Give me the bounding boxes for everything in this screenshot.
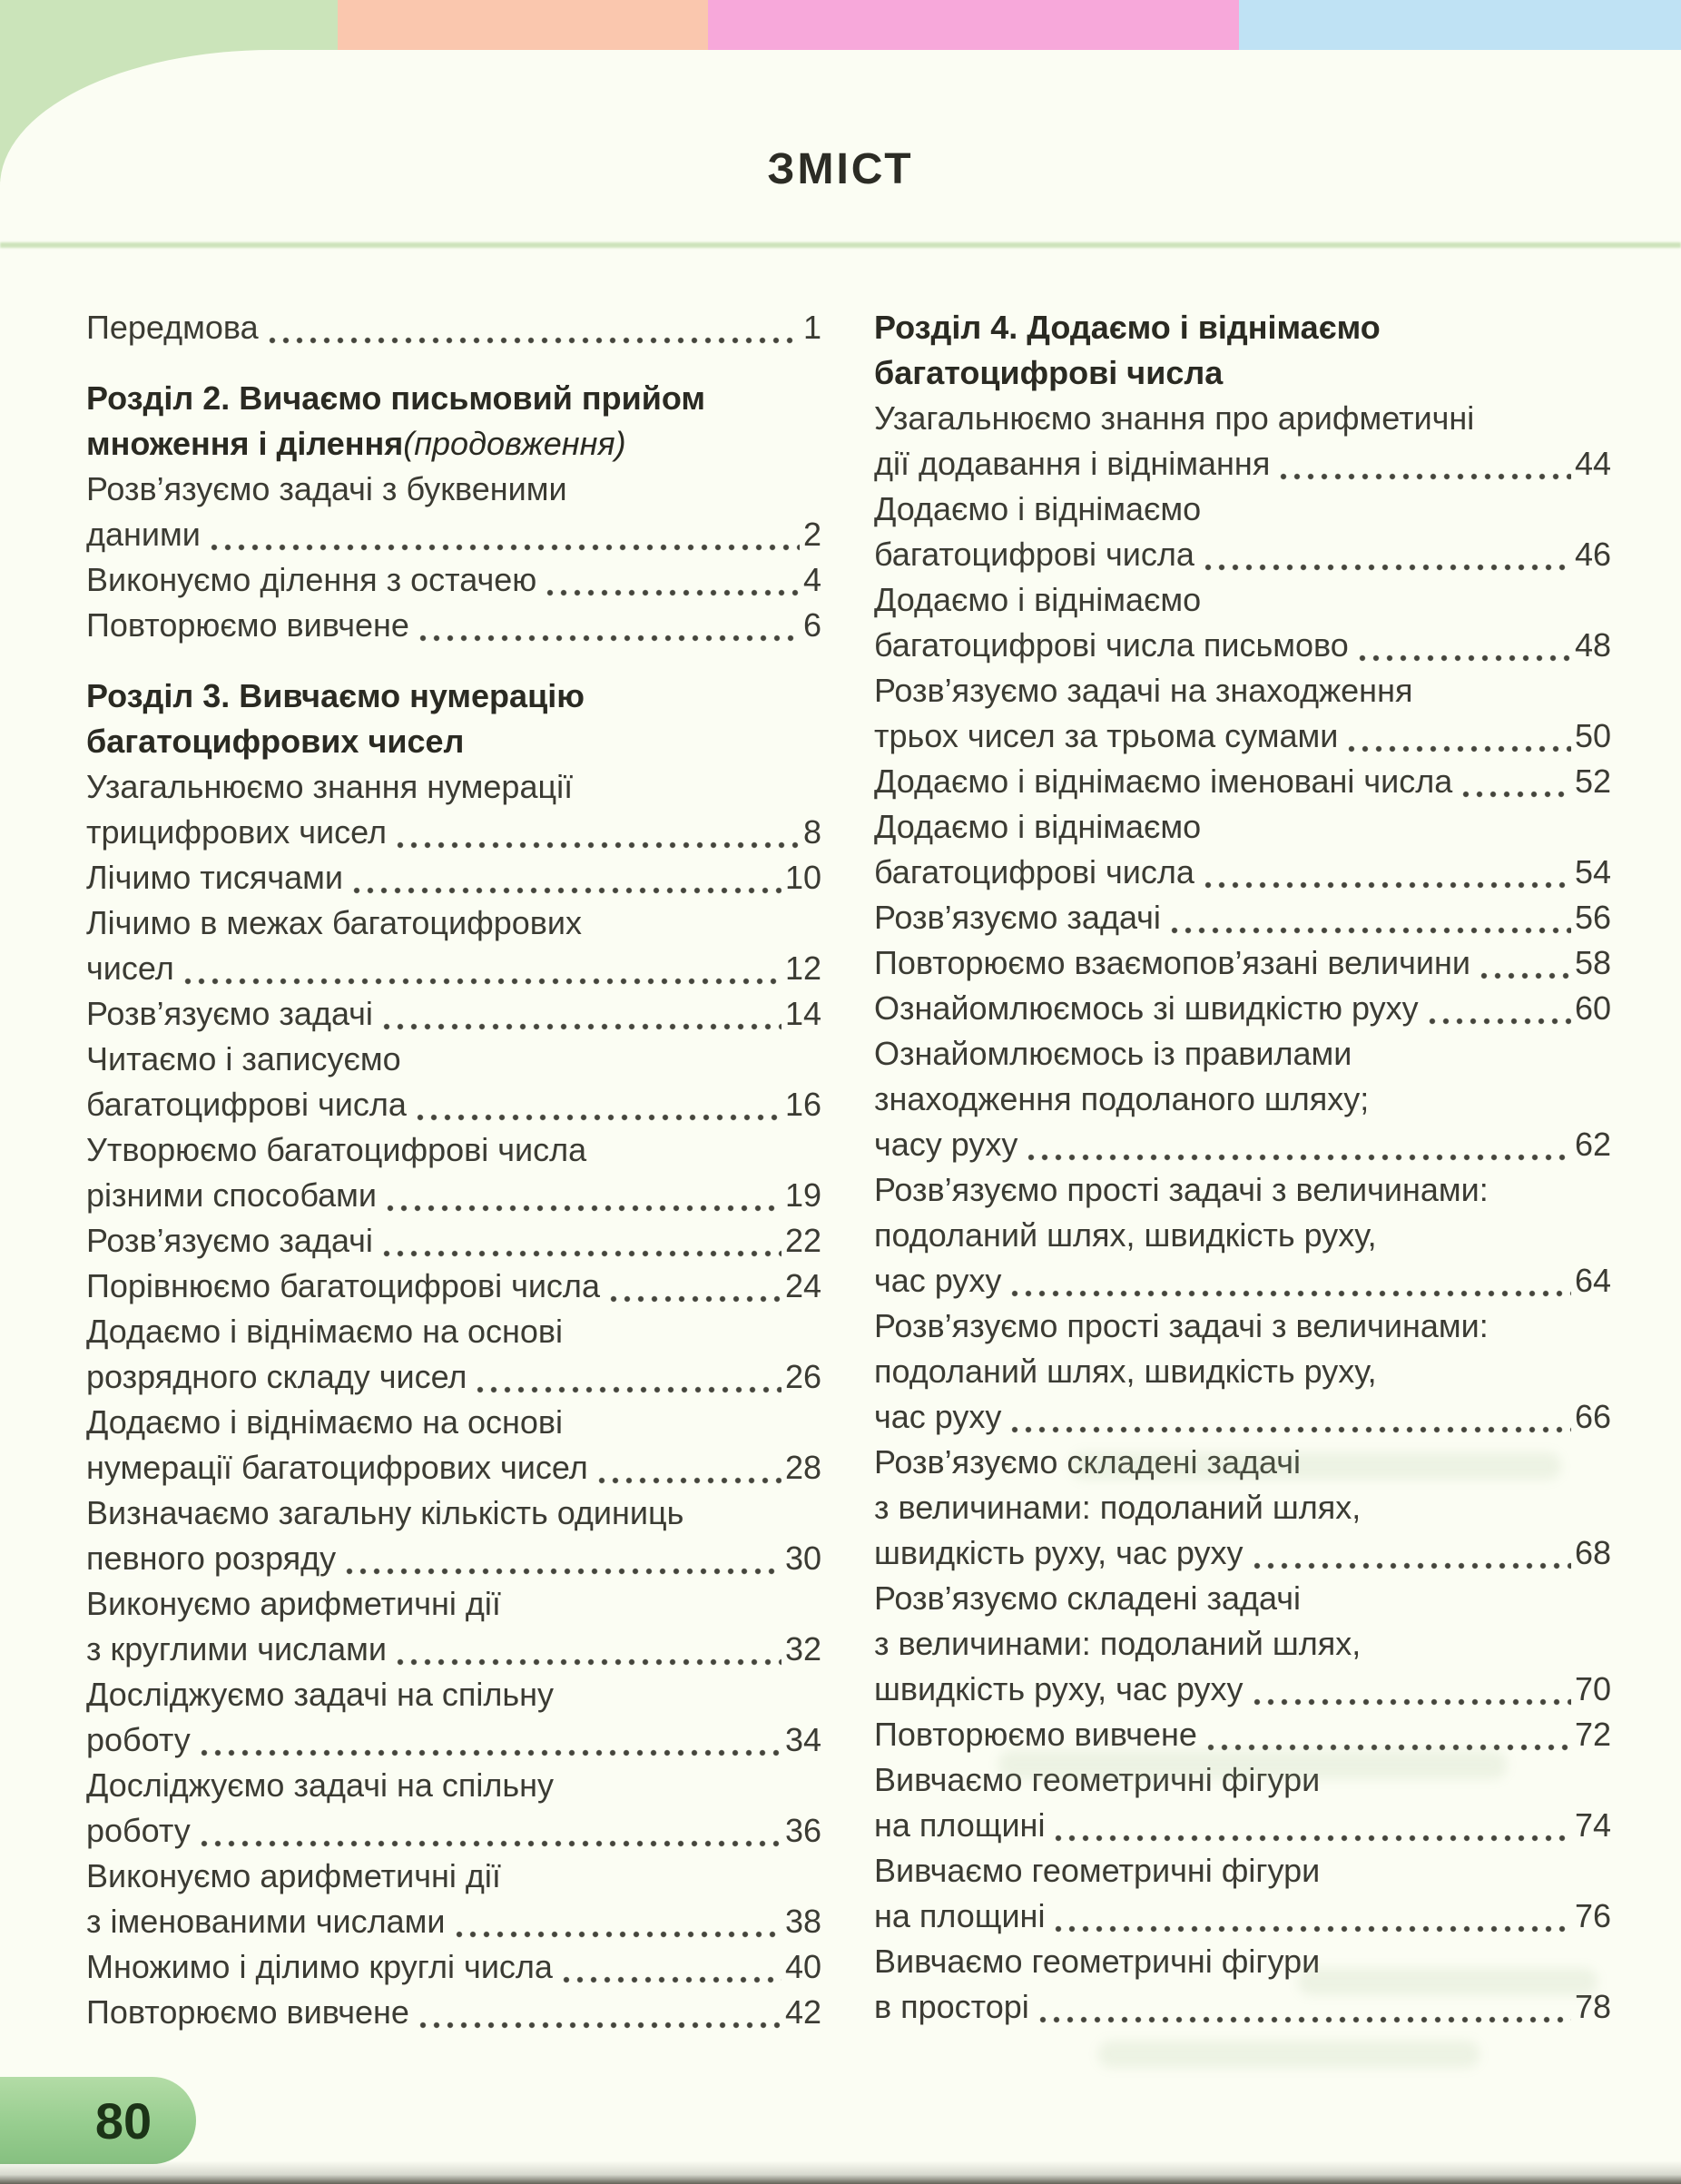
toc-entry: [874, 396, 1611, 487]
toc-line: [874, 1031, 1611, 1077]
toc-line-text: дії додавання і віднімання: [874, 445, 1271, 482]
toc-line: [86, 900, 821, 946]
toc-line-text: трицифрових чисел: [86, 813, 387, 851]
toc-line-text: Повторюємо взаємопов’язані величини: [874, 944, 1470, 981]
toc-page-number: 76: [1574, 1897, 1611, 1934]
dot-leader: [474, 1354, 782, 1400]
dot-leader: [1202, 532, 1571, 577]
toc-page-number: 22: [784, 1222, 821, 1259]
toc-page-number: 24: [784, 1267, 821, 1304]
toc-line: [86, 719, 821, 764]
toc-entry: [874, 895, 1611, 940]
dot-leader: [1008, 1258, 1571, 1304]
toc-line: [874, 986, 1611, 1031]
toc-line: [86, 1264, 821, 1309]
toc-line-text: Додаємо і віднімаємо на основі: [86, 1403, 564, 1441]
toc-entry: [86, 1037, 821, 1127]
dot-leader: [350, 855, 782, 900]
toc-line-text: певного розряду: [86, 1540, 337, 1577]
toc-line: [874, 1485, 1611, 1530]
toc-page-number: 8: [802, 813, 821, 851]
toc-entry: [86, 1944, 821, 1990]
toc-line: [86, 1627, 821, 1672]
scan-bottom-edge: [0, 2160, 1681, 2184]
toc-line-text: Розв’язуємо складені задачі: [874, 1443, 1302, 1481]
toc-line: [874, 1576, 1611, 1621]
toc-entry: [874, 1167, 1611, 1304]
toc-line-text: багатоцифрові числа: [874, 536, 1194, 573]
toc-line-text: Розв’язуємо прості задачі з величинами:: [874, 1307, 1489, 1344]
toc-line-text: Розділ 3. Вивчаємо нумерацію: [86, 677, 585, 714]
toc-line-text: Ознайомлюємось зі швидкістю руху: [874, 989, 1419, 1027]
toc-line-text: багатоцифрові числа: [874, 354, 1224, 391]
toc-line-text: Досліджуємо задачі на спільну: [86, 1766, 555, 1804]
toc-line: [86, 1218, 821, 1264]
dot-leader: [595, 1445, 782, 1490]
toc-entry: [874, 577, 1611, 668]
toc-page-number: 1: [802, 309, 821, 346]
toc-line: [86, 1672, 821, 1717]
toc-entry: [86, 764, 821, 855]
toc-entry: [874, 1031, 1611, 1167]
toc-line-text: знаходження подоланого шляху;: [874, 1080, 1370, 1117]
toc-page-number: 46: [1574, 536, 1611, 573]
toc-line-text: багатоцифрові числа письмово: [874, 626, 1349, 664]
toc-line-text: Розв’язуємо задачі з буквеними: [86, 470, 567, 507]
dot-leader: [453, 1899, 782, 1944]
toc-page-number: 74: [1574, 1806, 1611, 1844]
bleed-through-ghost: [1298, 1968, 1597, 1995]
bleed-through-ghost: [1098, 2041, 1479, 2068]
dot-leader: [1251, 1530, 1571, 1576]
toc-entry: [86, 1127, 821, 1218]
toc-line: [874, 487, 1611, 532]
toc-line: [86, 467, 821, 512]
dot-leader: [1025, 1122, 1571, 1167]
toc-line-text: Розв’язуємо задачі: [874, 899, 1161, 936]
dot-leader: [1008, 1394, 1571, 1440]
toc-line-text: на площині: [874, 1897, 1046, 1934]
toc-line-text: чисел: [86, 949, 174, 987]
toc-line: [86, 1400, 821, 1445]
toc-line-text: багатоцифрових чисел: [86, 723, 465, 760]
toc-line-text: багатоцифрові числа: [874, 853, 1194, 890]
toc-line: [86, 1854, 821, 1899]
dot-leader: [1052, 1894, 1571, 1939]
toc-line: [874, 1077, 1611, 1122]
toc-line: [86, 946, 821, 991]
toc-line: [874, 577, 1611, 623]
toc-line-text: трьох чисел за трьома сумами: [874, 717, 1339, 754]
toc-entry: [86, 900, 821, 991]
toc-page-number: 66: [1574, 1398, 1611, 1435]
toc-line-text: роботу: [86, 1721, 191, 1758]
toc-entry: [874, 1848, 1611, 1939]
dot-leader: [1426, 986, 1571, 1031]
toc-entry: [874, 940, 1611, 986]
toc-entry: [874, 804, 1611, 895]
toc-line-text: нумерації багатоцифрових чисел: [86, 1449, 588, 1486]
dot-leader: [208, 512, 800, 557]
dot-leader: [560, 1944, 782, 1990]
toc-line: [86, 1490, 821, 1536]
dot-leader: [198, 1808, 782, 1854]
toc-column-left: [86, 305, 821, 2035]
toc-page-number: 50: [1574, 717, 1611, 754]
toc-line: [86, 557, 821, 603]
toc-line-text: Ознайомлюємось із правилами: [874, 1035, 1352, 1072]
toc-line-text: з величинами: подоланий шлях,: [874, 1625, 1362, 1662]
toc-line-text: Досліджуємо задачі на спільну: [86, 1676, 555, 1713]
dot-leader: [1356, 623, 1571, 668]
toc-line-text: Повторюємо вивчене: [86, 606, 409, 644]
toc-entry: [874, 986, 1611, 1031]
toc-line-text: даними: [86, 516, 201, 553]
page-title: ЗМІСТ: [767, 145, 914, 193]
dot-leader: [384, 1173, 782, 1218]
toc-entry: [86, 1672, 821, 1763]
toc-entry: [86, 1763, 821, 1854]
toc-line: [86, 991, 821, 1037]
toc-line-text: Повторюємо вивчене: [874, 1716, 1197, 1753]
toc-line: [86, 1899, 821, 1944]
page-number: 80: [94, 2091, 152, 2150]
toc-page-number: 68: [1574, 1534, 1611, 1571]
toc-line-text: на площині: [874, 1806, 1046, 1844]
toc-line-text: Лічимо тисячами: [86, 859, 343, 896]
toc-line: [86, 674, 821, 719]
dot-leader: [380, 991, 782, 1037]
toc-line: [874, 1349, 1611, 1394]
toc-line: [874, 759, 1611, 804]
toc-line-text: Розв’язуємо задачі: [86, 995, 373, 1032]
toc-line: [86, 603, 821, 648]
toc-page-number: 40: [784, 1948, 821, 1985]
toc-entry: [86, 991, 821, 1037]
toc-line: [874, 804, 1611, 850]
toc-page-number: 54: [1574, 853, 1611, 890]
toc-entry: [86, 1309, 821, 1400]
toc-page-number: 62: [1574, 1126, 1611, 1163]
toc-line: [874, 1667, 1611, 1712]
toc-line-text: Читаємо і записуємо: [86, 1040, 401, 1077]
toc-line-text: Повторюємо вивчене: [86, 1993, 409, 2031]
toc-entry: [86, 855, 821, 900]
toc-line-text: Додаємо і віднімаємо: [874, 581, 1202, 618]
toc-line-text: багатоцифрові числа: [86, 1086, 407, 1123]
toc-page-number: 10: [784, 859, 821, 896]
toc-line: [86, 810, 821, 855]
toc-line: [86, 1763, 821, 1808]
toc-line-text: роботу: [86, 1812, 191, 1849]
toc-line-text: множення і ділення: [86, 425, 404, 462]
toc-entry: [86, 1400, 821, 1490]
dot-leader: [394, 810, 800, 855]
dot-leader: [417, 1990, 782, 2035]
toc-line: [874, 305, 1611, 350]
toc-line-text: час руху: [874, 1262, 1002, 1299]
toc-line-text: час руху: [874, 1398, 1002, 1435]
toc-line: [874, 532, 1611, 577]
dot-leader: [1251, 1667, 1571, 1712]
toc-line: [86, 376, 821, 421]
dot-leader: [343, 1536, 782, 1581]
toc-line: [874, 668, 1611, 713]
toc-line-text: з круглими числами: [86, 1630, 387, 1668]
toc-line: [874, 1894, 1611, 1939]
toc-line-text: Додаємо і віднімаємо іменовані числа: [874, 762, 1453, 800]
toc-line: [874, 1213, 1611, 1258]
dot-leader: [266, 305, 800, 350]
dot-leader: [182, 946, 782, 991]
toc-line: [874, 623, 1611, 668]
toc-line-text: Порівнюємо багатоцифрові числа: [86, 1267, 600, 1304]
toc-page-number: 42: [784, 1993, 821, 2031]
toc-line: [86, 1445, 821, 1490]
toc-line-text: Розв’язуємо задачі на знаходження: [874, 672, 1413, 709]
toc-entry: [86, 1218, 821, 1264]
dot-leader: [1202, 850, 1571, 895]
toc-page-number: 78: [1574, 1988, 1611, 2025]
toc-line-text: часу руху: [874, 1126, 1018, 1163]
dot-leader: [1052, 1803, 1571, 1848]
toc-page-number: 56: [1574, 899, 1611, 936]
toc-page-number: 44: [1574, 445, 1611, 482]
toc-line: [874, 1621, 1611, 1667]
toc-line-text: швидкість руху, час руху: [874, 1670, 1244, 1707]
toc-page-number: 60: [1574, 989, 1611, 1027]
toc-line-text: Вивчаємо геометричні фігури: [874, 1943, 1321, 1980]
toc-page-number: 28: [784, 1449, 821, 1486]
toc-line: [874, 1803, 1611, 1848]
toc-line: [874, 1530, 1611, 1576]
dot-leader: [380, 1218, 782, 1264]
toc-line-italic: (продовження): [403, 425, 626, 462]
toc-line-text: Додаємо і віднімаємо: [874, 808, 1202, 845]
toc-page-number: 48: [1574, 626, 1611, 664]
toc-line: [86, 1808, 821, 1854]
dot-leader: [198, 1717, 782, 1763]
toc-line-text: швидкість руху, час руху: [874, 1534, 1244, 1571]
content-card: [0, 50, 1681, 2184]
toc-entry: [874, 487, 1611, 577]
toc-line-text: з іменованими числами: [86, 1903, 446, 1940]
toc-section-heading: [86, 376, 821, 467]
bleed-through-ghost: [1071, 1452, 1561, 1480]
toc-section-heading: [86, 674, 821, 764]
toc-line-text: Множимо і ділимо круглі числа: [86, 1948, 553, 1985]
toc-page-number: 52: [1574, 762, 1611, 800]
toc-line: [86, 764, 821, 810]
dot-leader: [607, 1264, 782, 1309]
dot-leader: [394, 1627, 782, 1672]
toc-entry: [86, 603, 821, 648]
toc-entry: [86, 467, 821, 557]
toc-line: [86, 1309, 821, 1354]
toc-line: [86, 1127, 821, 1173]
toc-line-text: Визначаємо загальну кількість одиниць: [86, 1494, 684, 1531]
decor-green-rule: [0, 242, 1681, 248]
toc-entry: [86, 305, 821, 350]
toc-line-text: Узагальнюємо знання нумерації: [86, 768, 574, 805]
page-number-badge: [0, 2077, 196, 2164]
toc-line: [86, 1581, 821, 1627]
toc-line-text: Утворюємо багатоцифрові числа: [86, 1131, 587, 1168]
toc-line-text: Розділ 2. Вичаємо письмовий прийом: [86, 379, 706, 417]
toc-line: [86, 855, 821, 900]
toc-line: [874, 1258, 1611, 1304]
toc-line-text: в просторі: [874, 1988, 1029, 2025]
bleed-through-ghost: [998, 1750, 1507, 1779]
toc-page-number: 14: [784, 995, 821, 1032]
toc-line-text: Вивчаємо геометричні фігури: [874, 1761, 1321, 1798]
toc-line: [874, 1848, 1611, 1894]
toc-page-number: 72: [1574, 1716, 1611, 1753]
toc-line-text: Узагальнюємо знання про арифметичні: [874, 399, 1475, 437]
toc-line-text: Виконуємо ділення з остачею: [86, 561, 537, 598]
dot-leader: [1345, 713, 1571, 759]
toc-line: [86, 421, 821, 467]
toc-line-text: подоланий шлях, швидкість руху,: [874, 1216, 1377, 1254]
toc-line: [86, 1990, 821, 2035]
toc-line: [874, 895, 1611, 940]
toc-line-text: Додаємо і віднімаємо на основі: [86, 1313, 564, 1350]
dot-leader: [1277, 441, 1571, 487]
toc-entry: [874, 1576, 1611, 1712]
toc-page-number: 36: [784, 1812, 821, 1849]
toc-line-text: з величинами: подоланий шлях,: [874, 1489, 1362, 1526]
toc-entry: [86, 557, 821, 603]
toc-line: [86, 1037, 821, 1082]
toc-line: [86, 512, 821, 557]
toc-page-number: 38: [784, 1903, 821, 1940]
toc-line: [86, 1173, 821, 1218]
toc-line: [874, 1394, 1611, 1440]
toc-entry: [86, 1264, 821, 1309]
toc-entry: [874, 668, 1611, 759]
toc-line: [874, 350, 1611, 396]
toc-line: [874, 713, 1611, 759]
toc-page-number: 2: [802, 516, 821, 553]
toc-entry: [86, 1581, 821, 1672]
dot-leader: [414, 1082, 782, 1127]
toc-line-text: розрядного складу чисел: [86, 1358, 467, 1395]
toc-line-text: Розв’язуємо складені задачі: [874, 1579, 1302, 1617]
toc-line-text: Лічимо в межах багатоцифрових: [86, 904, 582, 941]
toc-entry: [86, 1990, 821, 2035]
toc-line-text: Розв’язуємо прості задачі з величинами:: [874, 1171, 1489, 1208]
toc-page-number: 70: [1574, 1670, 1611, 1707]
toc-line: [86, 1717, 821, 1763]
toc-line: [874, 441, 1611, 487]
dot-leader: [1460, 759, 1571, 804]
toc-line: [874, 850, 1611, 895]
toc-page-number: 34: [784, 1721, 821, 1758]
toc-line: [86, 1536, 821, 1581]
toc-section-heading: [874, 305, 1611, 396]
toc-page-number: 58: [1574, 944, 1611, 981]
toc-line-text: Вивчаємо геометричні фігури: [874, 1852, 1321, 1889]
toc-line: [874, 1167, 1611, 1213]
toc-line-text: різними способами: [86, 1176, 377, 1214]
toc-entry: [86, 1854, 821, 1944]
toc-page-number: 32: [784, 1630, 821, 1668]
toc-line: [86, 1354, 821, 1400]
toc-page-number: 19: [784, 1176, 821, 1214]
toc-entry: [874, 759, 1611, 804]
toc-line: [874, 940, 1611, 986]
toc-entry: [86, 1490, 821, 1581]
toc-line: [86, 1082, 821, 1127]
toc-page-number: 64: [1574, 1262, 1611, 1299]
toc-line: [874, 1122, 1611, 1167]
toc-line-text: подоланий шлях, швидкість руху,: [874, 1353, 1377, 1390]
toc-entry: [874, 1304, 1611, 1440]
dot-leader: [417, 603, 800, 648]
toc-line-text: Виконуємо арифметичні дії: [86, 1585, 501, 1622]
toc-page-number: 6: [802, 606, 821, 644]
dot-leader: [1168, 895, 1571, 940]
toc-line-text: Розв’язуємо задачі: [86, 1222, 373, 1259]
toc-line-text: Передмова: [86, 309, 259, 346]
toc-page-number: 12: [784, 949, 821, 987]
toc-line: [874, 1304, 1611, 1349]
toc-line-text: Розділ 4. Додаємо і віднімаємо: [874, 309, 1381, 346]
toc-line: [86, 305, 821, 350]
toc-line-text: Виконуємо арифметичні дії: [86, 1857, 501, 1894]
dot-leader: [1478, 940, 1571, 986]
toc-line: [86, 1944, 821, 1990]
toc-page-number: 4: [802, 561, 821, 598]
toc-page-number: 16: [784, 1086, 821, 1123]
toc-line-text: Додаємо і віднімаємо: [874, 490, 1202, 527]
toc-page-number: 30: [784, 1540, 821, 1577]
toc-line: [874, 396, 1611, 441]
toc-page-number: 26: [784, 1358, 821, 1395]
dot-leader: [544, 557, 800, 603]
